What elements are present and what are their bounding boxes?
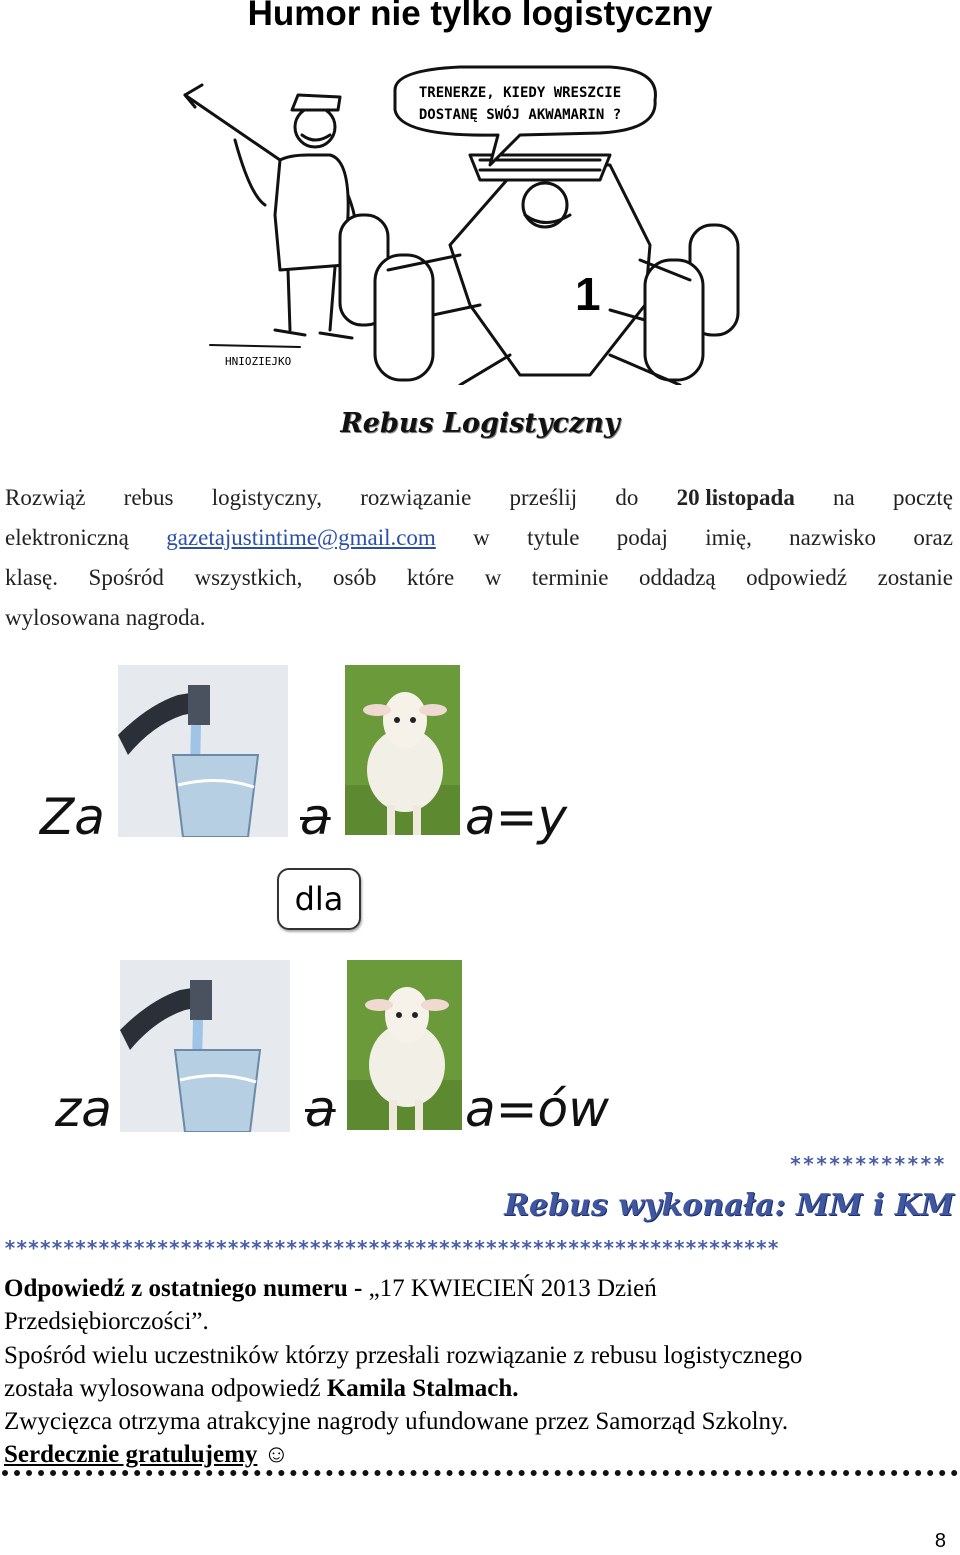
winner-intro: została wylosowana odpowiedź (4, 1375, 321, 1402)
instructions-word: Spośród (88, 565, 164, 590)
instructions-word: osób (332, 565, 377, 590)
middle-word-box: dla (277, 868, 361, 930)
answer-line-4 (4, 1372, 954, 1405)
water-glass-image (120, 960, 290, 1132)
rebus-row2-suffix: a=ów (465, 1080, 610, 1138)
congratulations-text: Serdecznie gratulujemy (4, 1441, 258, 1468)
instructions-line-2 (5, 518, 953, 558)
answer-line-5: Zwycięzca otrzyma atrakcyjne nagrody ufundowane przez Samorząd Szkolny. (4, 1408, 789, 1435)
instructions-word: oddadzą (638, 565, 716, 590)
instructions-word: zostanie (877, 565, 953, 590)
instructions-word: prześlij (509, 485, 578, 510)
rebus-row1-suffix: a=y (465, 788, 568, 846)
water-glass-image (118, 665, 288, 837)
rebus-row-1 (0, 660, 960, 846)
answer-line-1 (4, 1272, 954, 1305)
instructions-word: wylosowana nagroda. (5, 605, 206, 630)
instructions-word: wszystkich, (194, 565, 303, 590)
instructions-word: w (484, 565, 502, 590)
answer-line-2: Przedsiębiorczości”. (4, 1308, 209, 1335)
instructions-word: terminie (531, 565, 609, 590)
instructions-line-3 (5, 558, 953, 598)
dotted-divider (2, 1470, 958, 1476)
stars-divider-long: ****************************************************************** (4, 1236, 779, 1260)
instructions-word: odpowiedź (746, 565, 848, 590)
instructions-word: podaj (616, 525, 668, 550)
answer-line-6 (4, 1438, 954, 1471)
instructions-word: logistyczny, (211, 485, 322, 510)
winner-name: Kamila Stalmach. (326, 1375, 519, 1402)
rebus-row-2 (0, 955, 960, 1138)
instructions-word: 20 listopada (676, 485, 795, 510)
instructions-word: Rozwiąż (5, 485, 86, 510)
answer-line-3: Spośród wielu uczestników którzy przesłali rozwiązanie z rebusu logistycznego (4, 1342, 803, 1369)
cartoon-illustration (180, 55, 780, 385)
lamb-image (345, 665, 460, 835)
wheel-right-rear (645, 260, 703, 380)
answer-label: Odpowiedź z ostatniego numeru - (4, 1275, 363, 1302)
smiley-icon: ☺ (263, 1441, 290, 1468)
instructions-word: na (833, 485, 855, 510)
email-link[interactable]: gazetajustintime@gmail.com (166, 525, 436, 550)
speech-line-2: DOSTANĘ SWÓJ AKWAMARIN ? (418, 107, 622, 123)
rebus-title: Rebus Logistyczny (340, 408, 620, 439)
instructions-word: klasę. (5, 565, 59, 590)
rebus-row1-prefix: Za (40, 788, 105, 846)
instructions-line-1 (5, 478, 953, 518)
rebus-credit: Rebus wykonała: MM i KM (504, 1188, 954, 1223)
lamb-image (347, 960, 462, 1130)
answer-value: „17 KWIECIEŃ 2013 Dzień (368, 1275, 657, 1302)
instructions-paragraph (5, 478, 953, 638)
stars-divider-short: ************ (789, 1152, 946, 1176)
instructions-word: tytule (527, 525, 580, 550)
instructions-word: imię, (705, 525, 752, 550)
car-number: 1 (575, 268, 601, 320)
instructions-word: oraz (913, 525, 953, 550)
instructions-line-4 (5, 598, 953, 638)
rebus-row2-strike: a (305, 1080, 336, 1138)
instructions-word: rozwiązanie (360, 485, 472, 510)
instructions-word: rebus (123, 485, 174, 510)
instructions-word: elektroniczną (5, 525, 129, 550)
page-title: Humor nie tylko logistyczny (247, 0, 713, 33)
cartoon-signature: HNIOZIEJKO (225, 355, 292, 368)
page-number: 8 (934, 1530, 946, 1552)
wheel-left-rear (375, 255, 433, 380)
instructions-word: pocztę (892, 485, 953, 510)
instructions-word: które (406, 565, 455, 590)
rebus-row1-strike: a (300, 788, 331, 846)
speech-line-1: TRENERZE, KIEDY WRESZCIE (418, 85, 622, 101)
instructions-word: w (473, 525, 490, 550)
instructions-word: nazwisko (789, 525, 877, 550)
instructions-word: do (615, 485, 639, 510)
rebus-row2-prefix: za (55, 1080, 112, 1138)
